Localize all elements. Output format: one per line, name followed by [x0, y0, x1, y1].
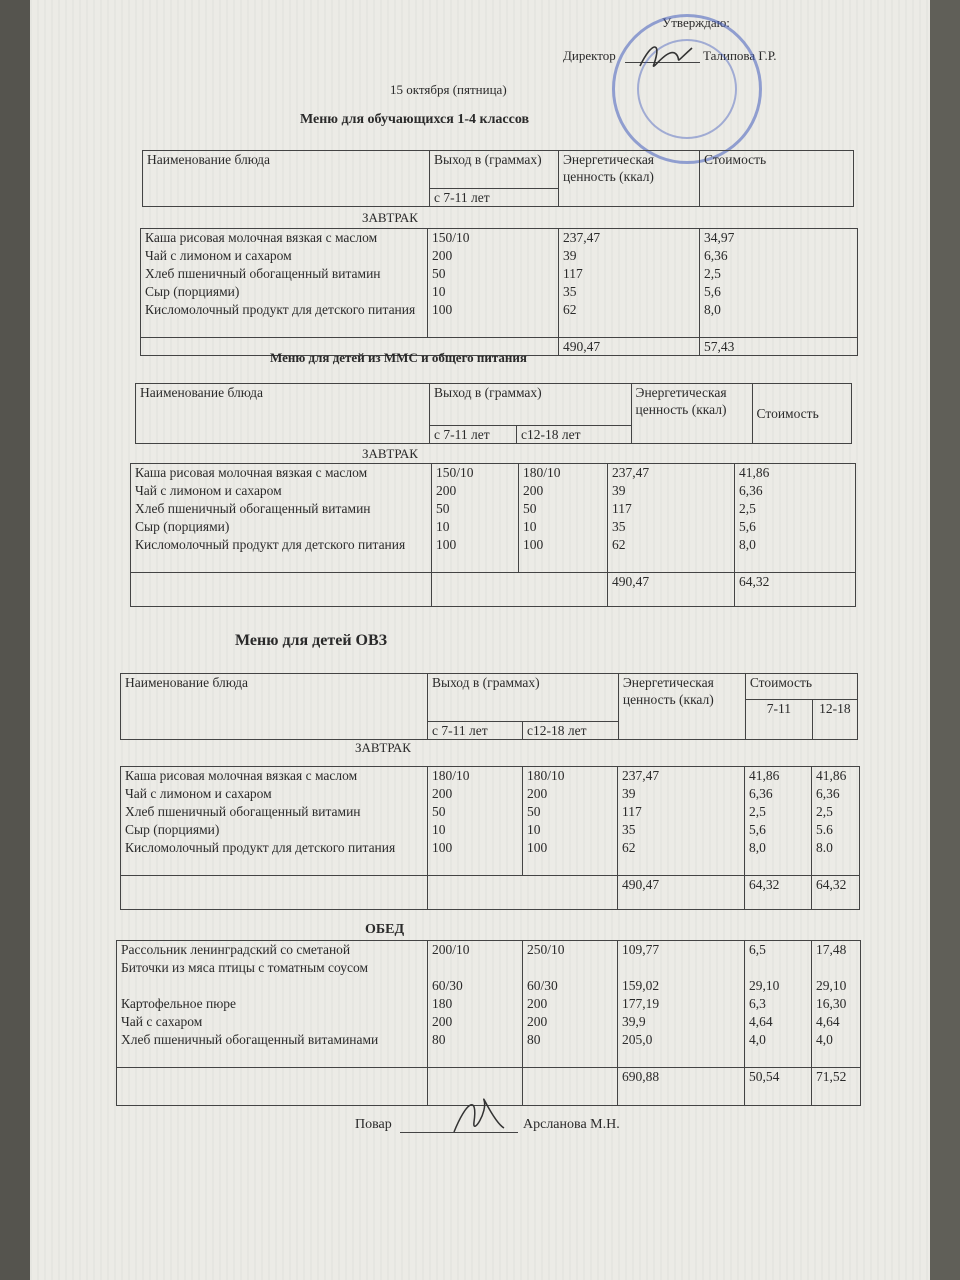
dish-cost: 8,0 — [704, 302, 721, 317]
director-signature — [632, 36, 702, 76]
dish-yield: 10 — [523, 519, 537, 534]
total-cost: 64,32 — [735, 573, 856, 607]
dish-yield: 200 — [432, 248, 453, 263]
dish-cost: 17,48 — [816, 942, 847, 957]
section3-lunch-table — [116, 940, 861, 1106]
dish-yield: 200 — [523, 483, 544, 498]
col-cost-header: Стоимость — [752, 384, 851, 444]
dish-name: Кисломолочный продукт для детского питания — [125, 840, 396, 855]
dish-name: Кисломолочный продукт для детского питания — [145, 302, 416, 317]
dish-yield: 60/30 — [527, 978, 558, 993]
dish-yield: 10 — [432, 822, 446, 837]
dish-name: Чай с сахаром — [121, 1014, 203, 1029]
meal-label-breakfast: ЗАВТРАК — [355, 740, 411, 755]
dish-energy: 35 — [563, 284, 577, 299]
names-column — [131, 464, 432, 573]
section3-header-table — [120, 673, 858, 740]
col-yield-header: Выход в (граммах) — [430, 151, 559, 189]
dish-yield: 50 — [527, 804, 541, 819]
dish-yield: 250/10 — [527, 942, 565, 957]
background-right — [930, 0, 960, 1280]
age-header: с 7-11 лет — [430, 189, 559, 207]
names-column — [117, 941, 428, 1068]
section2-body-table — [130, 463, 856, 607]
age-header-1: с 7-11 лет — [428, 722, 523, 740]
dish-energy: 237,47 — [622, 768, 660, 783]
section1-header-table — [142, 150, 854, 207]
dish-cost: 41,86 — [749, 768, 780, 783]
cook-name: Арсланова М.Н. — [523, 1117, 620, 1132]
cost-column-7-11 — [745, 941, 812, 1068]
dish-energy: 109,77 — [622, 942, 660, 957]
yield-column-2 — [523, 941, 618, 1068]
dish-yield: 60/30 — [432, 978, 463, 993]
dish-energy: 177,19 — [622, 996, 660, 1011]
dish-name: Каша рисовая молочная вязкая с маслом — [125, 768, 358, 783]
energy-column — [559, 229, 700, 338]
section2-header-table — [135, 383, 852, 444]
dish-name: Сыр (порциями) — [145, 284, 240, 299]
approve-label: Утверждаю: — [662, 15, 730, 30]
cook-label: Повар — [355, 1117, 392, 1132]
dish-cost: 5,6 — [739, 519, 756, 534]
dish-energy: 62 — [563, 302, 577, 317]
dish-name: Хлеб пшеничный обогащенный витамин — [145, 266, 381, 281]
col-yield-header: Выход в (граммах) — [428, 674, 619, 722]
dish-cost: 29,10 — [749, 978, 780, 993]
dish-energy: 39 — [622, 786, 636, 801]
dish-energy: 39,9 — [622, 1014, 646, 1029]
dish-cost: 6,36 — [739, 483, 763, 498]
dish-name: Сыр (порциями) — [135, 519, 230, 534]
dish-yield: 180/10 — [527, 768, 565, 783]
dish-cost: 5,6 — [749, 822, 766, 837]
dish-yield: 50 — [432, 804, 446, 819]
energy-column — [608, 464, 735, 573]
dish-cost: 16,30 — [816, 996, 847, 1011]
dish-yield: 200 — [436, 483, 457, 498]
dish-cost: 41,86 — [816, 768, 847, 783]
dish-cost: 29,10 — [816, 978, 847, 993]
col-energy-header: Энергетическая ценность (ккал) — [559, 151, 700, 207]
section3-title: Меню для детей ОВЗ — [235, 632, 388, 649]
dish-name: Биточки из мяса птицы с томатным соусом — [121, 960, 369, 975]
cost-header-12-18: 12-18 — [812, 700, 857, 740]
age-header-2: с12-18 лет — [517, 426, 632, 444]
col-energy-header: Энергетическая ценность (ккал) — [631, 384, 752, 444]
meal-label-breakfast: ЗАВТРАК — [362, 446, 418, 461]
dish-cost: 8.0 — [816, 840, 833, 855]
cost-column-12-18 — [812, 767, 860, 876]
lunch-total-cost-12-18: 71,52 — [812, 1068, 861, 1106]
yield-column-2 — [523, 767, 618, 876]
section1-body-table — [140, 228, 858, 356]
dish-yield: 150/10 — [436, 465, 474, 480]
dish-yield: 10 — [436, 519, 450, 534]
dish-yield: 10 — [432, 284, 446, 299]
dish-yield: 50 — [436, 501, 450, 516]
dish-yield: 200/10 — [432, 942, 470, 957]
dish-name: Кисломолочный продукт для детского питания — [135, 537, 406, 552]
dish-name: Хлеб пшеничный обогащенный витаминами — [121, 1032, 379, 1047]
dish-cost: 4,0 — [816, 1032, 833, 1047]
dish-name: Чай с лимоном и сахаром — [135, 483, 282, 498]
names-column — [141, 229, 428, 338]
total-energy: 490,47 — [559, 338, 700, 356]
dish-energy: 237,47 — [563, 230, 601, 245]
cost-column — [700, 229, 858, 338]
col-name-header: Наименование блюда — [136, 384, 430, 444]
dish-energy: 62 — [612, 537, 626, 552]
col-name-header: Наименование блюда — [143, 151, 430, 207]
dish-energy: 62 — [622, 840, 636, 855]
meal-label-breakfast: ЗАВТРАК — [362, 210, 418, 225]
dish-yield: 100 — [436, 537, 457, 552]
dish-yield: 200 — [432, 786, 453, 801]
dish-yield: 80 — [527, 1032, 541, 1047]
dish-cost: 4,64 — [749, 1014, 773, 1029]
energy-column — [618, 767, 745, 876]
dish-cost: 8,0 — [749, 840, 766, 855]
dish-name: Картофельное пюре — [121, 996, 237, 1011]
dish-yield: 150/10 — [432, 230, 470, 245]
dish-energy: 35 — [622, 822, 636, 837]
lunch-total-cost-7-11: 50,54 — [745, 1068, 812, 1106]
director-label: Директор — [563, 48, 616, 63]
dish-cost: 41,86 — [739, 465, 770, 480]
dish-name: Чай с лимоном и сахаром — [125, 786, 272, 801]
dish-cost: 6,36 — [704, 248, 728, 263]
dish-name: Сыр (порциями) — [125, 822, 220, 837]
dish-cost: 8,0 — [739, 537, 756, 552]
dish-yield: 180/10 — [432, 768, 470, 783]
dish-yield: 100 — [432, 840, 453, 855]
dish-energy: 117 — [563, 266, 583, 281]
dish-name: Хлеб пшеничный обогащенный витамин — [125, 804, 361, 819]
col-energy-header: Энергетическая ценность (ккал) — [618, 674, 745, 740]
dish-yield: 200 — [527, 1014, 548, 1029]
age-header-1: с 7-11 лет — [430, 426, 517, 444]
col-name-header: Наименование блюда — [121, 674, 428, 740]
dish-cost: 6,36 — [749, 786, 773, 801]
cost-column-7-11 — [745, 767, 812, 876]
dish-name: Каша рисовая молочная вязкая с маслом — [135, 465, 368, 480]
cook-signature — [448, 1092, 508, 1138]
dish-yield: 10 — [527, 822, 541, 837]
yield-column-2 — [519, 464, 608, 573]
total-energy: 490,47 — [608, 573, 735, 607]
dish-cost: 2,5 — [704, 266, 721, 281]
col-cost-header: Стоимость — [700, 151, 854, 207]
section1-title: Меню для обучающихся 1-4 классов — [300, 112, 530, 127]
total-cost: 57,43 — [700, 338, 858, 356]
dish-cost: 6,36 — [816, 786, 840, 801]
date-label: 15 октября (пятница) — [390, 82, 507, 97]
section2-title: Меню для детей из ММС и общего питания — [270, 350, 527, 365]
dish-energy: 159,02 — [622, 978, 660, 993]
dish-name: Каша рисовая молочная вязкая с маслом — [145, 230, 378, 245]
cost-header-7-11: 7-11 — [745, 700, 812, 740]
dish-energy: 117 — [622, 804, 642, 819]
dish-yield: 100 — [432, 302, 453, 317]
dish-cost: 2,5 — [816, 804, 833, 819]
dish-energy: 117 — [612, 501, 632, 516]
total-energy: 490,47 — [618, 876, 745, 910]
dish-name: Чай с лимоном и сахаром — [145, 248, 292, 263]
dish-cost: 6,3 — [749, 996, 766, 1011]
yield-column-1 — [432, 464, 519, 573]
dish-yield: 200 — [432, 1014, 453, 1029]
dish-cost: 6,5 — [749, 942, 766, 957]
dish-yield: 180/10 — [523, 465, 561, 480]
dish-cost: 34,97 — [704, 230, 735, 245]
total-cost-12-18: 64,32 — [812, 876, 860, 910]
dish-yield: 80 — [432, 1032, 446, 1047]
dish-name: Рассольник ленинградский со сметаной — [121, 942, 351, 957]
dish-cost: 4,64 — [816, 1014, 840, 1029]
dish-cost: 2,5 — [749, 804, 766, 819]
names-column — [121, 767, 428, 876]
lunch-total-energy: 690,88 — [618, 1068, 745, 1106]
dish-cost: 5.6 — [816, 822, 833, 837]
dish-energy: 39 — [612, 483, 626, 498]
dish-cost: 2,5 — [739, 501, 756, 516]
dish-yield: 50 — [432, 266, 446, 281]
dish-yield: 200 — [527, 996, 548, 1011]
dish-energy: 237,47 — [612, 465, 650, 480]
dish-yield: 50 — [523, 501, 537, 516]
meal-label-lunch: ОБЕД — [365, 922, 405, 937]
yield-column-1 — [428, 941, 523, 1068]
section3-breakfast-table — [120, 766, 860, 910]
yield-column-1 — [428, 767, 523, 876]
dish-energy: 205,0 — [622, 1032, 653, 1047]
dish-cost: 5,6 — [704, 284, 721, 299]
dish-energy: 39 — [563, 248, 577, 263]
dish-yield: 200 — [527, 786, 548, 801]
cost-column-12-18 — [812, 941, 861, 1068]
age-header-2: с12-18 лет — [523, 722, 619, 740]
total-cost-7-11: 64,32 — [745, 876, 812, 910]
dish-yield: 100 — [523, 537, 544, 552]
cost-column — [735, 464, 856, 573]
dish-name: Хлеб пшеничный обогащенный витамин — [135, 501, 371, 516]
director-name: Талипова Г.Р. — [703, 48, 777, 63]
yield-column — [428, 229, 559, 338]
col-cost-header: Стоимость — [745, 674, 857, 700]
energy-column — [618, 941, 745, 1068]
col-yield-header: Выход в (граммах) — [430, 384, 632, 426]
dish-yield: 180 — [432, 996, 453, 1011]
background-left — [0, 0, 30, 1280]
dish-energy: 35 — [612, 519, 626, 534]
dish-yield: 100 — [527, 840, 548, 855]
dish-cost: 4,0 — [749, 1032, 766, 1047]
